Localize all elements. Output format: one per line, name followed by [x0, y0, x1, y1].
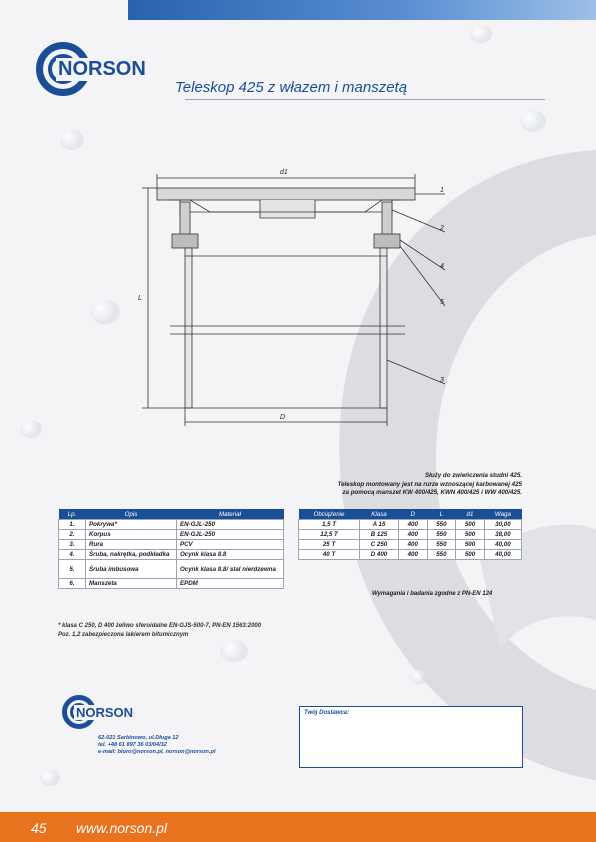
- table-row: 6. Manszeta EPDM: [59, 579, 284, 589]
- table-row: 5. Śruba imbusowa Ocynk klasa 8.8/ stal nierdzewna: [59, 560, 284, 579]
- callout-5: 5: [440, 299, 444, 306]
- col-d1: d1: [456, 509, 485, 520]
- dim-l: L: [138, 295, 142, 302]
- col-opis: Opis: [86, 509, 177, 520]
- norson-logo-small: NORSON: [62, 695, 152, 731]
- water-drop: [60, 130, 84, 150]
- table-row: 2. Korpus EN-GJL-250: [59, 530, 284, 540]
- norson-logo: NORSON: [36, 42, 176, 102]
- supplier-label: Twój Dostawca:: [304, 710, 350, 716]
- water-drop: [220, 640, 248, 662]
- table-row: 4. Śruba, nakrętka, podkładka Ocynk klasa 8.8: [59, 550, 284, 560]
- callout-2: 2: [440, 225, 444, 232]
- water-drop: [40, 770, 60, 786]
- page-number: 45: [31, 820, 47, 836]
- callout-3: 3: [440, 377, 444, 384]
- col-waga: Waga: [484, 509, 521, 520]
- col-lp: Lp.: [59, 509, 86, 520]
- company-address: 62-021 Sarbinowo, ul.Długa 12 tel. +48 61 897 36 03/04/32 e-mail: biuro@norson.pl, norson@norson.pl: [98, 735, 216, 756]
- footnotes: * klasa C 250, D 400 żeliwo sferoidalne EN-GJS-500-7, PN-EN 1563:2000 Poz. 1,2 zabezpieczona lakierem bitumicznym: [58, 623, 262, 638]
- water-drop: [20, 420, 42, 438]
- load-class-table: [298, 509, 522, 560]
- website-link[interactable]: www.norson.pl: [76, 820, 168, 836]
- table-row: 1,5 T A 15 400 550 500 30,00: [299, 520, 522, 530]
- table-row: 1. Pokrywa* EN-GJL-250: [59, 520, 284, 530]
- water-drop: [470, 25, 492, 43]
- water-drop: [520, 110, 546, 132]
- supplier-box: [299, 706, 523, 768]
- water-drop: [90, 300, 120, 324]
- requirements-note: Wymagania i badania zgodne z PN-EN 124: [372, 591, 493, 597]
- callout-4: 4: [440, 263, 444, 270]
- title-underline: [185, 99, 545, 100]
- col-material: Materiał: [176, 509, 283, 520]
- water-drop: [410, 670, 428, 685]
- table-row: 3. Rura PCV: [59, 540, 284, 550]
- table-row: 40 T D 400 400 550 500 40,00: [299, 550, 522, 560]
- table-row: 25 T C 250 400 550 500 40,00: [299, 540, 522, 550]
- col-d: D: [398, 509, 427, 520]
- page-title: Teleskop 425 z włazem i manszetą: [175, 79, 408, 96]
- parts-table: [58, 509, 284, 589]
- callout-1: 1: [440, 187, 444, 194]
- col-klasa: Klasa: [360, 509, 399, 520]
- dim-d1: d1: [280, 169, 288, 176]
- description: Służy do zwieńczenia studni 425. Teleskop montowany jest na rurze wznoszącej karbowanej 425 za pomocą manszet KW 400/425, KWN 400/425 i WW 400/425.: [337, 472, 522, 496]
- dim-d: D: [280, 414, 286, 421]
- col-l: L: [427, 509, 456, 520]
- col-obciazenie: Obciążenie: [299, 509, 360, 520]
- technical-drawing: [120, 160, 460, 430]
- table-row: 12,5 T B 125 400 550 500 38,00: [299, 530, 522, 540]
